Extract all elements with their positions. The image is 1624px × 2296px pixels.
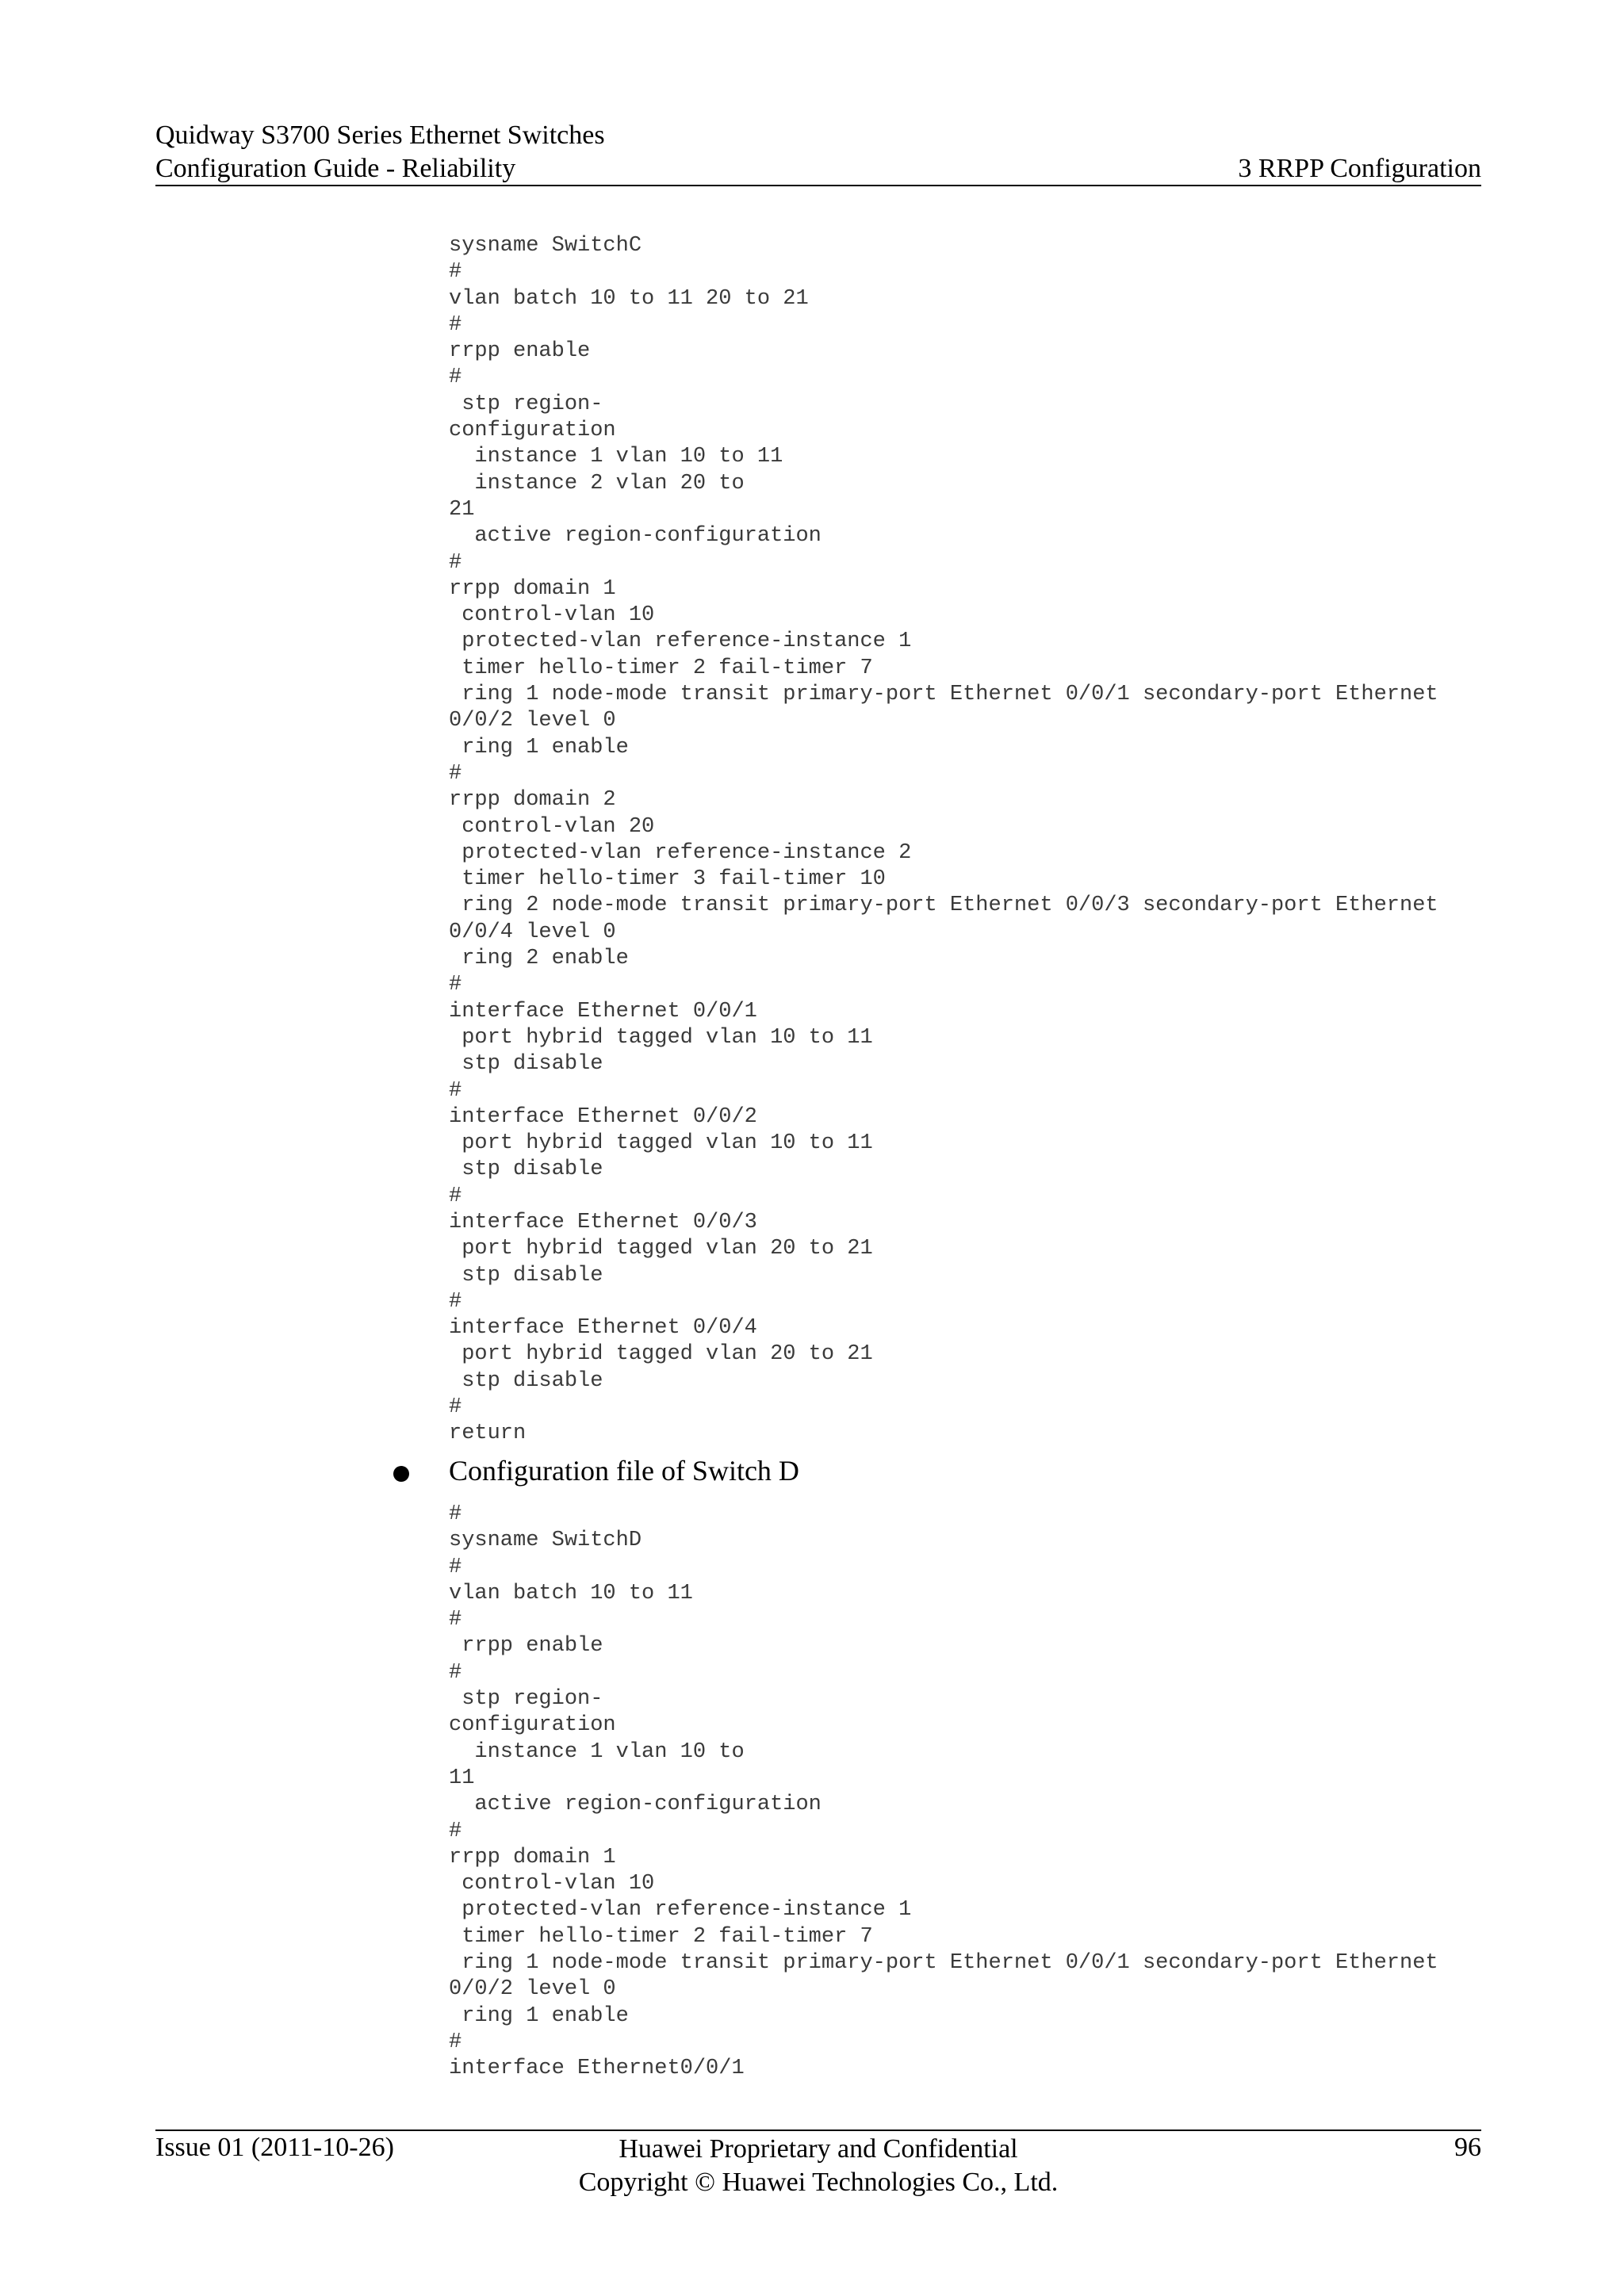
code-line: control-vlan 10: [449, 1872, 655, 1896]
code-line: instance 1 vlan 10 to: [449, 1739, 745, 1764]
code-line: protected-vlan reference-instance 2: [449, 840, 912, 865]
code-line: ring 1 node-mode transit primary-port Ethernet 0/0/1 secondary-port Ethernet: [449, 1951, 1438, 1976]
code-line: ring 1 enable: [449, 735, 629, 760]
code-line: 0/0/2 level 0: [449, 1977, 616, 2002]
code-line: #: [449, 2030, 462, 2054]
bullet-icon: [393, 1466, 409, 1482]
code-line: stp disable: [449, 1263, 603, 1288]
code-line: 11: [449, 1766, 475, 1790]
code-line: interface Ethernet0/0/1: [449, 2057, 745, 2081]
code-line: control-vlan 20: [449, 814, 655, 839]
code-line: timer hello-timer 2 fail-timer 7: [449, 1924, 873, 1949]
footer-issue-date: Issue 01 (2011-10-26): [155, 2133, 394, 2162]
code-line: timer hello-timer 3 fail-timer 10: [449, 867, 886, 892]
code-line: sysname SwitchC: [449, 234, 642, 258]
code-line: vlan batch 10 to 11: [449, 1581, 693, 1605]
code-line: #: [449, 973, 462, 997]
page-header: [155, 119, 1481, 186]
code-line: #: [449, 260, 462, 285]
code-line: #: [449, 1395, 462, 1420]
code-line: rrpp domain 2: [449, 788, 616, 813]
footer-center-text: [155, 2133, 1481, 2199]
header-chapter-title: 3 RRPP Configuration: [1238, 154, 1481, 183]
switch-d-config-code: [449, 1502, 1438, 2083]
code-line: #: [449, 1819, 462, 1843]
code-line: #: [449, 1289, 462, 1314]
code-line: ring 1 node-mode transit primary-port Ethernet 0/0/1 secondary-port Ethernet: [449, 683, 1438, 707]
code-line: #: [449, 761, 462, 786]
code-line: stp disable: [449, 1368, 603, 1393]
code-line: #: [449, 550, 462, 575]
code-line: configuration: [449, 419, 616, 443]
code-line: return: [449, 1422, 527, 1446]
code-line: ring 1 enable: [449, 2003, 629, 2028]
code-line: stp region-: [449, 1687, 603, 1712]
code-line: active region-configuration: [449, 524, 822, 549]
code-line: sysname SwitchD: [449, 1529, 642, 1553]
code-line: control-vlan 10: [449, 603, 655, 628]
code-line: rrpp enable: [449, 339, 591, 364]
code-line: #: [449, 312, 462, 337]
code-line: #: [449, 1184, 462, 1208]
code-line: stp region-: [449, 392, 603, 416]
footer-page-number: 96: [1454, 2133, 1481, 2162]
code-line: 0/0/2 level 0: [449, 709, 616, 733]
code-line: active region-configuration: [449, 1793, 822, 1817]
header-divider: [155, 185, 1481, 186]
code-line: rrpp domain 1: [449, 1845, 616, 1869]
code-line: rrpp enable: [449, 1634, 603, 1659]
footer-confidential: Huawei Proprietary and Confidential: [619, 2134, 1018, 2164]
code-line: #: [449, 1660, 462, 1685]
footer-copyright: Copyright © Huawei Technologies Co., Ltd.: [578, 2168, 1059, 2197]
code-line: port hybrid tagged vlan 20 to 21: [449, 1342, 873, 1367]
code-line: vlan batch 10 to 11 20 to 21: [449, 286, 809, 311]
code-line: 0/0/4 level 0: [449, 920, 616, 944]
code-line: timer hello-timer 2 fail-timer 7: [449, 656, 873, 680]
code-line: protected-vlan reference-instance 1: [449, 629, 912, 654]
code-line: port hybrid tagged vlan 10 to 11: [449, 1131, 873, 1156]
header-guide-title: Configuration Guide - Reliability: [155, 154, 516, 183]
code-line: 21: [449, 497, 475, 522]
page-footer: [155, 2133, 1481, 2196]
code-line: protected-vlan reference-instance 1: [449, 1898, 912, 1923]
code-line: #: [449, 1555, 462, 1579]
code-line: configuration: [449, 1713, 616, 1738]
code-line: port hybrid tagged vlan 10 to 11: [449, 1025, 873, 1050]
code-line: port hybrid tagged vlan 20 to 21: [449, 1237, 873, 1261]
code-line: rrpp domain 1: [449, 576, 616, 601]
code-line: instance 1 vlan 10 to 11: [449, 445, 783, 469]
code-line: interface Ethernet 0/0/2: [449, 1104, 757, 1129]
switch-d-section-label: Configuration file of Switch D: [449, 1455, 799, 1487]
code-line: interface Ethernet 0/0/4: [449, 1316, 757, 1341]
code-line: #: [449, 1502, 462, 1526]
header-product-title: Quidway S3700 Series Ethernet Switches: [155, 121, 605, 150]
switch-c-config-code: [449, 233, 1438, 1448]
code-line: ring 2 node-mode transit primary-port Ethernet 0/0/3 secondary-port Ethernet: [449, 894, 1438, 918]
code-line: interface Ethernet 0/0/3: [449, 1210, 757, 1234]
code-line: ring 2 enable: [449, 947, 629, 971]
code-line: #: [449, 1608, 462, 1632]
code-line: #: [449, 1078, 462, 1103]
code-line: stp disable: [449, 1052, 603, 1077]
code-line: stp disable: [449, 1158, 603, 1182]
code-line: instance 2 vlan 20 to: [449, 471, 745, 496]
code-line: interface Ethernet 0/0/1: [449, 999, 757, 1024]
code-line: #: [449, 365, 462, 390]
footer-divider: [155, 2130, 1481, 2131]
